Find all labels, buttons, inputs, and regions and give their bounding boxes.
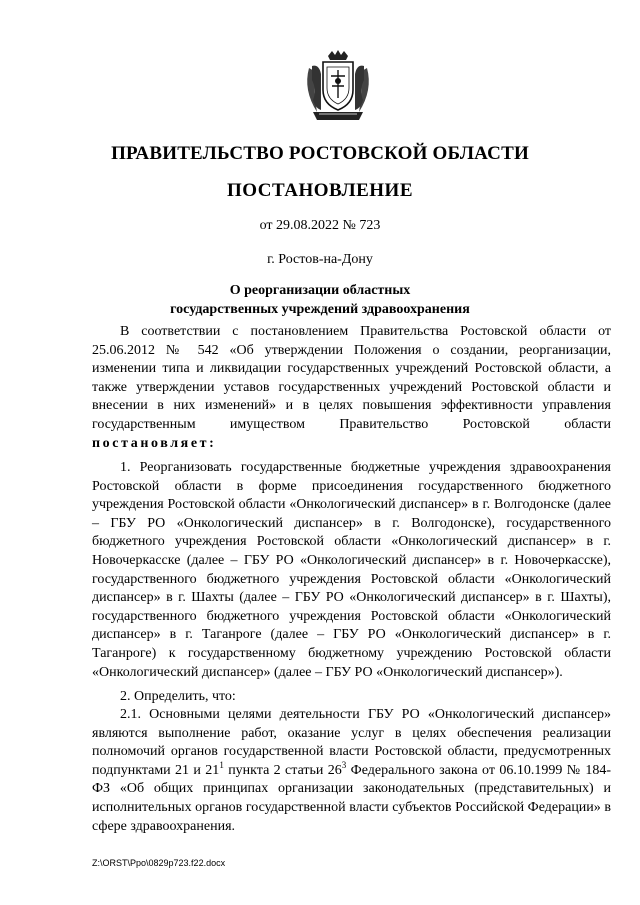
document-city: г. Ростов-на-Дону: [267, 252, 373, 267]
organization-name: ПРАВИТЕЛЬСТВО РОСТОВСКОЙ ОБЛАСТИ: [111, 143, 529, 164]
clause-2-1-text-part3: Федерального закона от 06.10.1999 № 184-ФЗ «Об общих принципах организации законодательных (представительных) и исполнительных органов государственной власти субъектов Российской Федерации» в сфере здравоохранения.: [92, 762, 611, 834]
document-type: ПОСТАНОВЛЕНИЕ: [226, 180, 414, 201]
superscript-1: 1: [219, 759, 224, 770]
clause-2-1-text-part2: пункта 2 статьи 26: [223, 762, 342, 778]
preamble-paragraph: [92, 323, 611, 453]
subject-line-1: О реорганизации областных: [229, 283, 411, 298]
clause-2-1-text-part1: 2.1. Основными целями деятельности ГБУ РО «Онкологический диспансер» являются выполнение работ, оказание услуг в целях обеспечения реализации полномочий органов государственной власти Ростовской области, предусмотренных подпунктами 21 и 21: [92, 707, 611, 778]
clause-2-paragraph: 2. Определить, что:: [120, 689, 236, 704]
coat-of-arms-emblem: [299, 50, 377, 122]
document-date-number: от 29.08.2022 № 723: [259, 218, 381, 233]
subject-line-2: государственных учреждений здравоохранения: [170, 302, 470, 317]
resolves-keyword: постановляет:: [92, 435, 217, 451]
superscript-3: 3: [341, 759, 347, 770]
preamble-text: В соответствии с постановлением Правительства Ростовской области от 25.06.2012 № 542 «Об утверждении Положения о создании, реорганизации, изменении типа и ликвидации государственных учреждений Ростовской области, а также утверждении уставов государственных учреждений Ростовской области и внесении в них изменений» и в целях повышения эффективности управления государственным имуществом Правительство Ростовской области: [92, 324, 611, 432]
clause-1-paragraph: 1. Реорганизовать государственные бюджетные учреждения здравоохранения Ростовской области в форме присоединения государственного бюджетного учреждения Ростовской области «Онкологический диспансер» в г. Волгодонске (далее – ГБУ РО «Онкологический диспансер» в г. Волгодонске), государственного бюджетного учреждения Ростовской области «Онкологический диспансер» в г. Новочеркасске (далее – ГБУ РО «Онкологический диспансер» в г. Новочеркасске), государственного бюджетного учреждения Ростовской области «Онкологический диспансер» в г. Шахты (далее – ГБУ РО «Онкологический диспансер» в г. Шахты), государственного бюджетного учреждения Ростовской области «Онкологический диспансер» в г. Таганроге (далее – ГБУ РО «Онкологический диспансер» в г. Таганроге) к государственному бюджетному учреждению Ростовской области «Онкологический диспансер» (далее – ГБУ РО «Онкологический диспансер»).: [92, 460, 611, 680]
document-subject: [0, 281, 640, 319]
clause-2-1-paragraph: [92, 706, 611, 836]
footer-file-path: Z:\ORST\Ppo\0829p723.f22.docx: [92, 858, 226, 868]
